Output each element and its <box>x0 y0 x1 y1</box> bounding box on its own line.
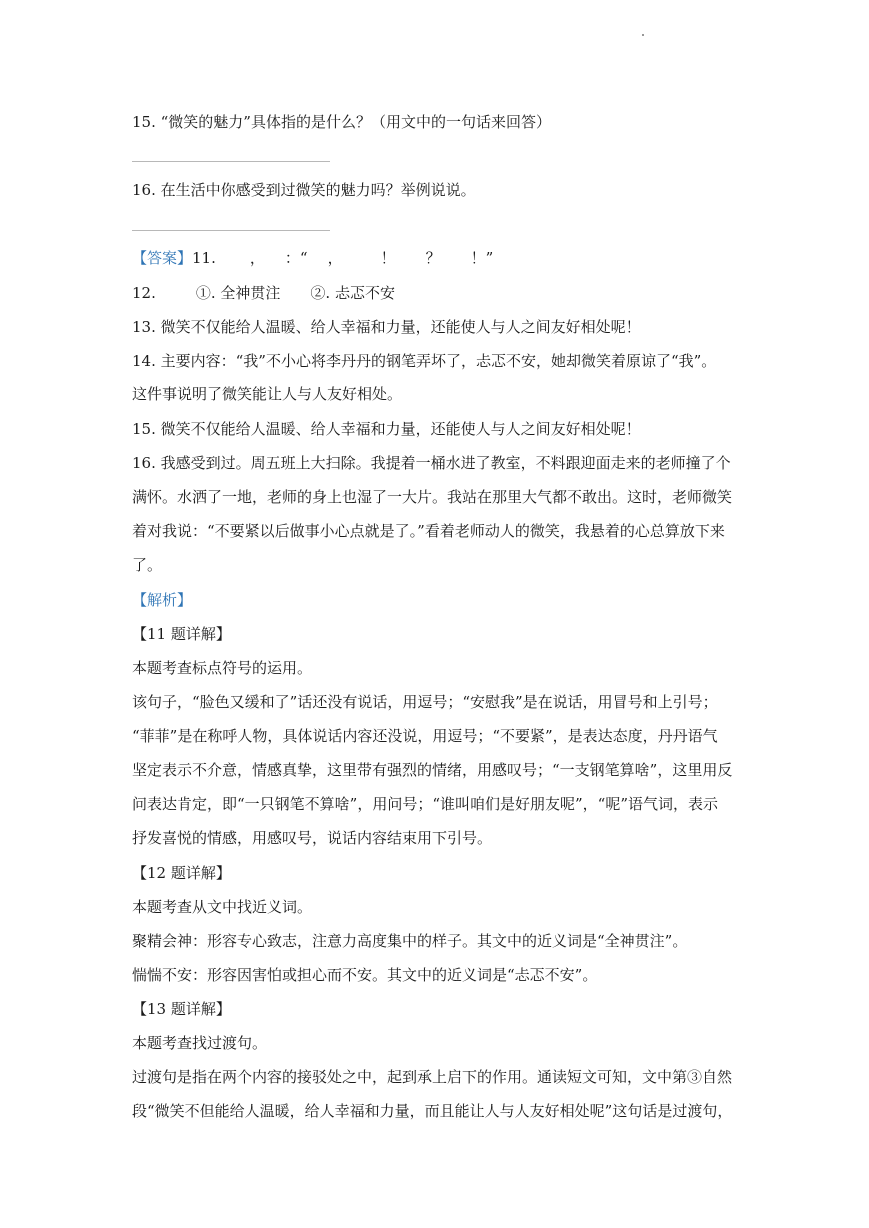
answer-16-line: 满怀。水洒了一地，老师的身上也湿了一大片。我站在那里大气都不敢出。这时，老师微笑 <box>132 488 733 506</box>
punct-mark: ！ <box>380 249 396 267</box>
analysis-11-line: 坚定表示不介意，情感真挚，这里带有强烈的情绪，用感叹号；“一支钢笔算啥”，这里用反 <box>132 761 733 779</box>
punct-mark: ， <box>327 249 343 267</box>
analysis-11-intro: 本题考查标点符号的运用。 <box>132 659 313 677</box>
analysis-11-line: 抒发喜悦的情感，用感叹号，说话内容结束用下引号。 <box>132 829 493 847</box>
answer-11-number: 11. <box>192 249 216 267</box>
answer-label: 【答案】 <box>132 249 193 267</box>
answer-15: 15. 微笑不仅能给人温暖、给人幸福和力量，还能使人与人之间友好相处呢！ <box>132 420 641 438</box>
analysis-13-intro: 本题考查找过渡句。 <box>132 1034 268 1052</box>
punct-mark: ：“ <box>284 249 308 267</box>
analysis-label: 【解析】 <box>132 591 193 609</box>
analysis-11-line: 该句子，“脸色又缓和了”话还没有说话，用逗号；“安慰我”是在说话，用冒号和上引号； <box>132 693 718 711</box>
punct-mark: ， <box>249 249 265 267</box>
page-mark <box>642 34 644 36</box>
answer-16-line: 了。 <box>132 556 163 574</box>
answer-blank-16 <box>132 230 330 231</box>
analysis-11-heading: 【11 题详解】 <box>132 625 231 643</box>
question-15: 15. “微笑的魅力”具体指的是什么？（用文中的一句话来回答） <box>132 113 551 131</box>
answer-12 <box>132 282 395 304</box>
punct-mark: ！” <box>470 249 494 267</box>
punct-mark: ？ <box>425 249 441 267</box>
analysis-13-heading: 【13 题详解】 <box>132 1000 231 1018</box>
analysis-11-line: “菲菲”是在称呼人物，具体说话内容还没说，用逗号；“不要紧”，是表达态度，丹丹语气 <box>132 727 718 745</box>
analysis-13-line: 过渡句是指在两个内容的接驳处之中，起到承上启下的作用。通读短文可知，文中第③自然 <box>132 1068 733 1086</box>
answer-14-line: 这件事说明了微笑能让人与人友好相处。 <box>132 385 403 403</box>
analysis-12-line: 惴惴不安：形容因害怕或担心而不安。其文中的近义词是“忐忑不安”。 <box>132 966 598 984</box>
answer-16-line: 16. 我感受到过。周五班上大扫除。我提着一桶水进了教室，不料跟迎面走来的老师撞了个 <box>132 454 731 472</box>
answer-14-line: 14. 主要内容：“我”不小心将李丹丹的钢笔弄坏了，忐忑不安，她却微笑着原谅了“我”。 <box>132 352 717 370</box>
analysis-11-line: 问表达肯定，即“一只钢笔不算啥”，用问号；“谁叫咱们是好朋友呢”，“呢”语气词，表示 <box>132 795 719 813</box>
question-16: 16. 在生活中你感受到过微笑的魅力吗？举例说说。 <box>132 181 476 199</box>
answer-11 <box>132 247 493 269</box>
answer-12-option-2: ②. 忐忑不安 <box>310 284 395 302</box>
analysis-13-line: 段“微笑不但能给人温暖，给人幸福和力量，而且能让人与人友好相处呢”这句话是过渡句， <box>132 1102 733 1120</box>
answer-13: 13. 微笑不仅能给人温暖、给人幸福和力量，还能使人与人之间友好相处呢！ <box>132 318 641 336</box>
analysis-12-heading: 【12 题详解】 <box>132 864 231 882</box>
answer-16-line: 着对我说：“不要紧以后做事小心点就是了。”看着老师动人的微笑，我悬着的心总算放下来 <box>132 522 725 540</box>
answer-blank-15 <box>132 161 330 162</box>
answer-12-option-1: ①. 全神贯注 <box>195 284 281 302</box>
analysis-12-line: 聚精会神：形容专心致志，注意力高度集中的样子。其文中的近义词是“全神贯注”。 <box>132 932 688 950</box>
analysis-12-intro: 本题考查从文中找近义词。 <box>132 898 313 916</box>
answer-12-number: 12. <box>132 284 156 302</box>
